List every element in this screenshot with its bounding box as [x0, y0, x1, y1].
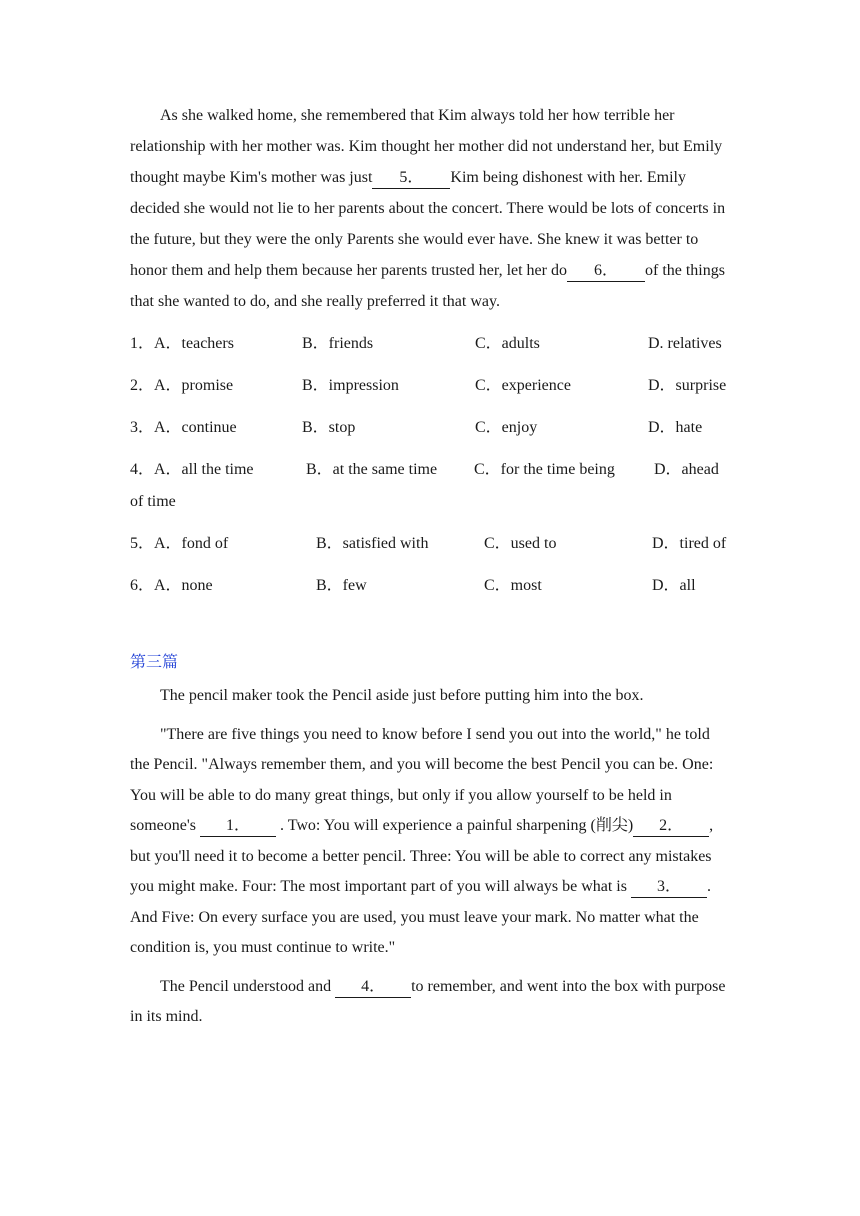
option-d[interactable]: D．all: [652, 577, 696, 594]
option-b[interactable]: B．impression: [302, 377, 399, 394]
option-c[interactable]: C．experience: [475, 377, 571, 394]
option-c[interactable]: C．enjoy: [475, 419, 538, 436]
blank-2[interactable]: 2．: [633, 816, 709, 837]
question-row: [130, 413, 730, 455]
option-a[interactable]: A．teachers: [154, 335, 234, 352]
document-page: [130, 100, 730, 1033]
question-row: [130, 571, 730, 613]
passage-3-paragraph-3: [130, 972, 730, 1033]
paragraph-text: As she walked home, she remembered that Kim always told her how terrible her relationship with her mother was. Kim thought her mother did not understand her, but Emily thought maybe Kim's mother was just: [130, 107, 723, 186]
option-a[interactable]: A．promise: [154, 377, 234, 394]
option-b[interactable]: B．stop: [302, 419, 356, 436]
option-b[interactable]: B．satisfied with: [316, 535, 429, 552]
section-title: 第三篇: [130, 652, 179, 671]
paragraph-text: Kim being dishonest with her. Emily decided she would not lie to her parents about the concert. There would be lots of concerts in the future, but they were the only Parents she would ever have. She knew it was better to honor them and help them because her parents trusted her, let her do: [130, 169, 726, 279]
question-number: 3．: [130, 419, 155, 436]
question-row: [130, 529, 730, 571]
option-d[interactable]: D．ahead: [654, 461, 719, 478]
option-b[interactable]: B．friends: [302, 335, 374, 352]
option-d-continuation: of time: [130, 493, 176, 510]
question-row: [130, 329, 730, 371]
question-number: 6．: [130, 577, 155, 594]
question-options: [130, 329, 730, 613]
option-a[interactable]: A．continue: [154, 419, 237, 436]
paragraph-text: , but you'll need it to become a better pencil. Three: You will be able to correct any mistakes you might make. Four: The most important part of you will always be what is: [130, 817, 714, 895]
option-c[interactable]: C．for the time being: [474, 461, 615, 478]
option-b[interactable]: B．few: [316, 577, 367, 594]
option-d[interactable]: D．surprise: [648, 377, 727, 394]
blank-3[interactable]: 3．: [631, 877, 707, 898]
option-a[interactable]: A．all the time: [154, 461, 254, 478]
question-number: 5．: [130, 535, 155, 552]
question-number: 2．: [130, 377, 155, 394]
option-b[interactable]: B．at the same time: [306, 461, 438, 478]
passage-3-paragraph-1: The pencil maker took the Pencil aside just before putting him into the box.: [160, 687, 644, 704]
paragraph-text: to remember, and went into the box with purpose in its mind.: [130, 977, 726, 1025]
paragraph-text: of the things that she wanted to do, and she really preferred it that way.: [130, 262, 725, 310]
blank-1[interactable]: 1．: [200, 816, 276, 837]
blank-5[interactable]: 5．: [372, 168, 450, 189]
option-d[interactable]: D．hate: [648, 419, 703, 436]
blank-6[interactable]: 6．: [567, 261, 645, 282]
passage-2-paragraph: [130, 100, 730, 317]
option-a[interactable]: A．none: [154, 577, 213, 594]
passage-3-paragraph-2: [130, 720, 730, 964]
question-row: [130, 371, 730, 413]
option-d[interactable]: D．tired of: [652, 535, 727, 552]
paragraph-text: The Pencil understood and: [160, 977, 332, 995]
question-number: 4．: [130, 461, 155, 478]
option-a[interactable]: A．fond of: [154, 535, 229, 552]
paragraph-text: . And Five: On every surface you are used, you must leave your mark. No matter what the condition is, you must continue to write.": [130, 878, 711, 956]
paragraph-text: "There are five things you need to know before I send you out into the world," he told the Pencil. "Always remember them, and you will become the best Pencil you can be. One: You will be able to do many great things, but only if you allow yourself to be held in someone's: [130, 725, 714, 834]
paragraph-text: . Two: You will experience a painful sharpening (削尖): [279, 817, 634, 834]
option-c[interactable]: C．adults: [475, 335, 540, 352]
option-d[interactable]: D. relatives: [648, 335, 722, 352]
option-c[interactable]: C．most: [484, 577, 542, 594]
blank-4[interactable]: 4．: [335, 977, 411, 998]
option-c[interactable]: C．used to: [484, 535, 557, 552]
question-number: 1．: [130, 335, 155, 352]
question-row: [130, 455, 730, 529]
